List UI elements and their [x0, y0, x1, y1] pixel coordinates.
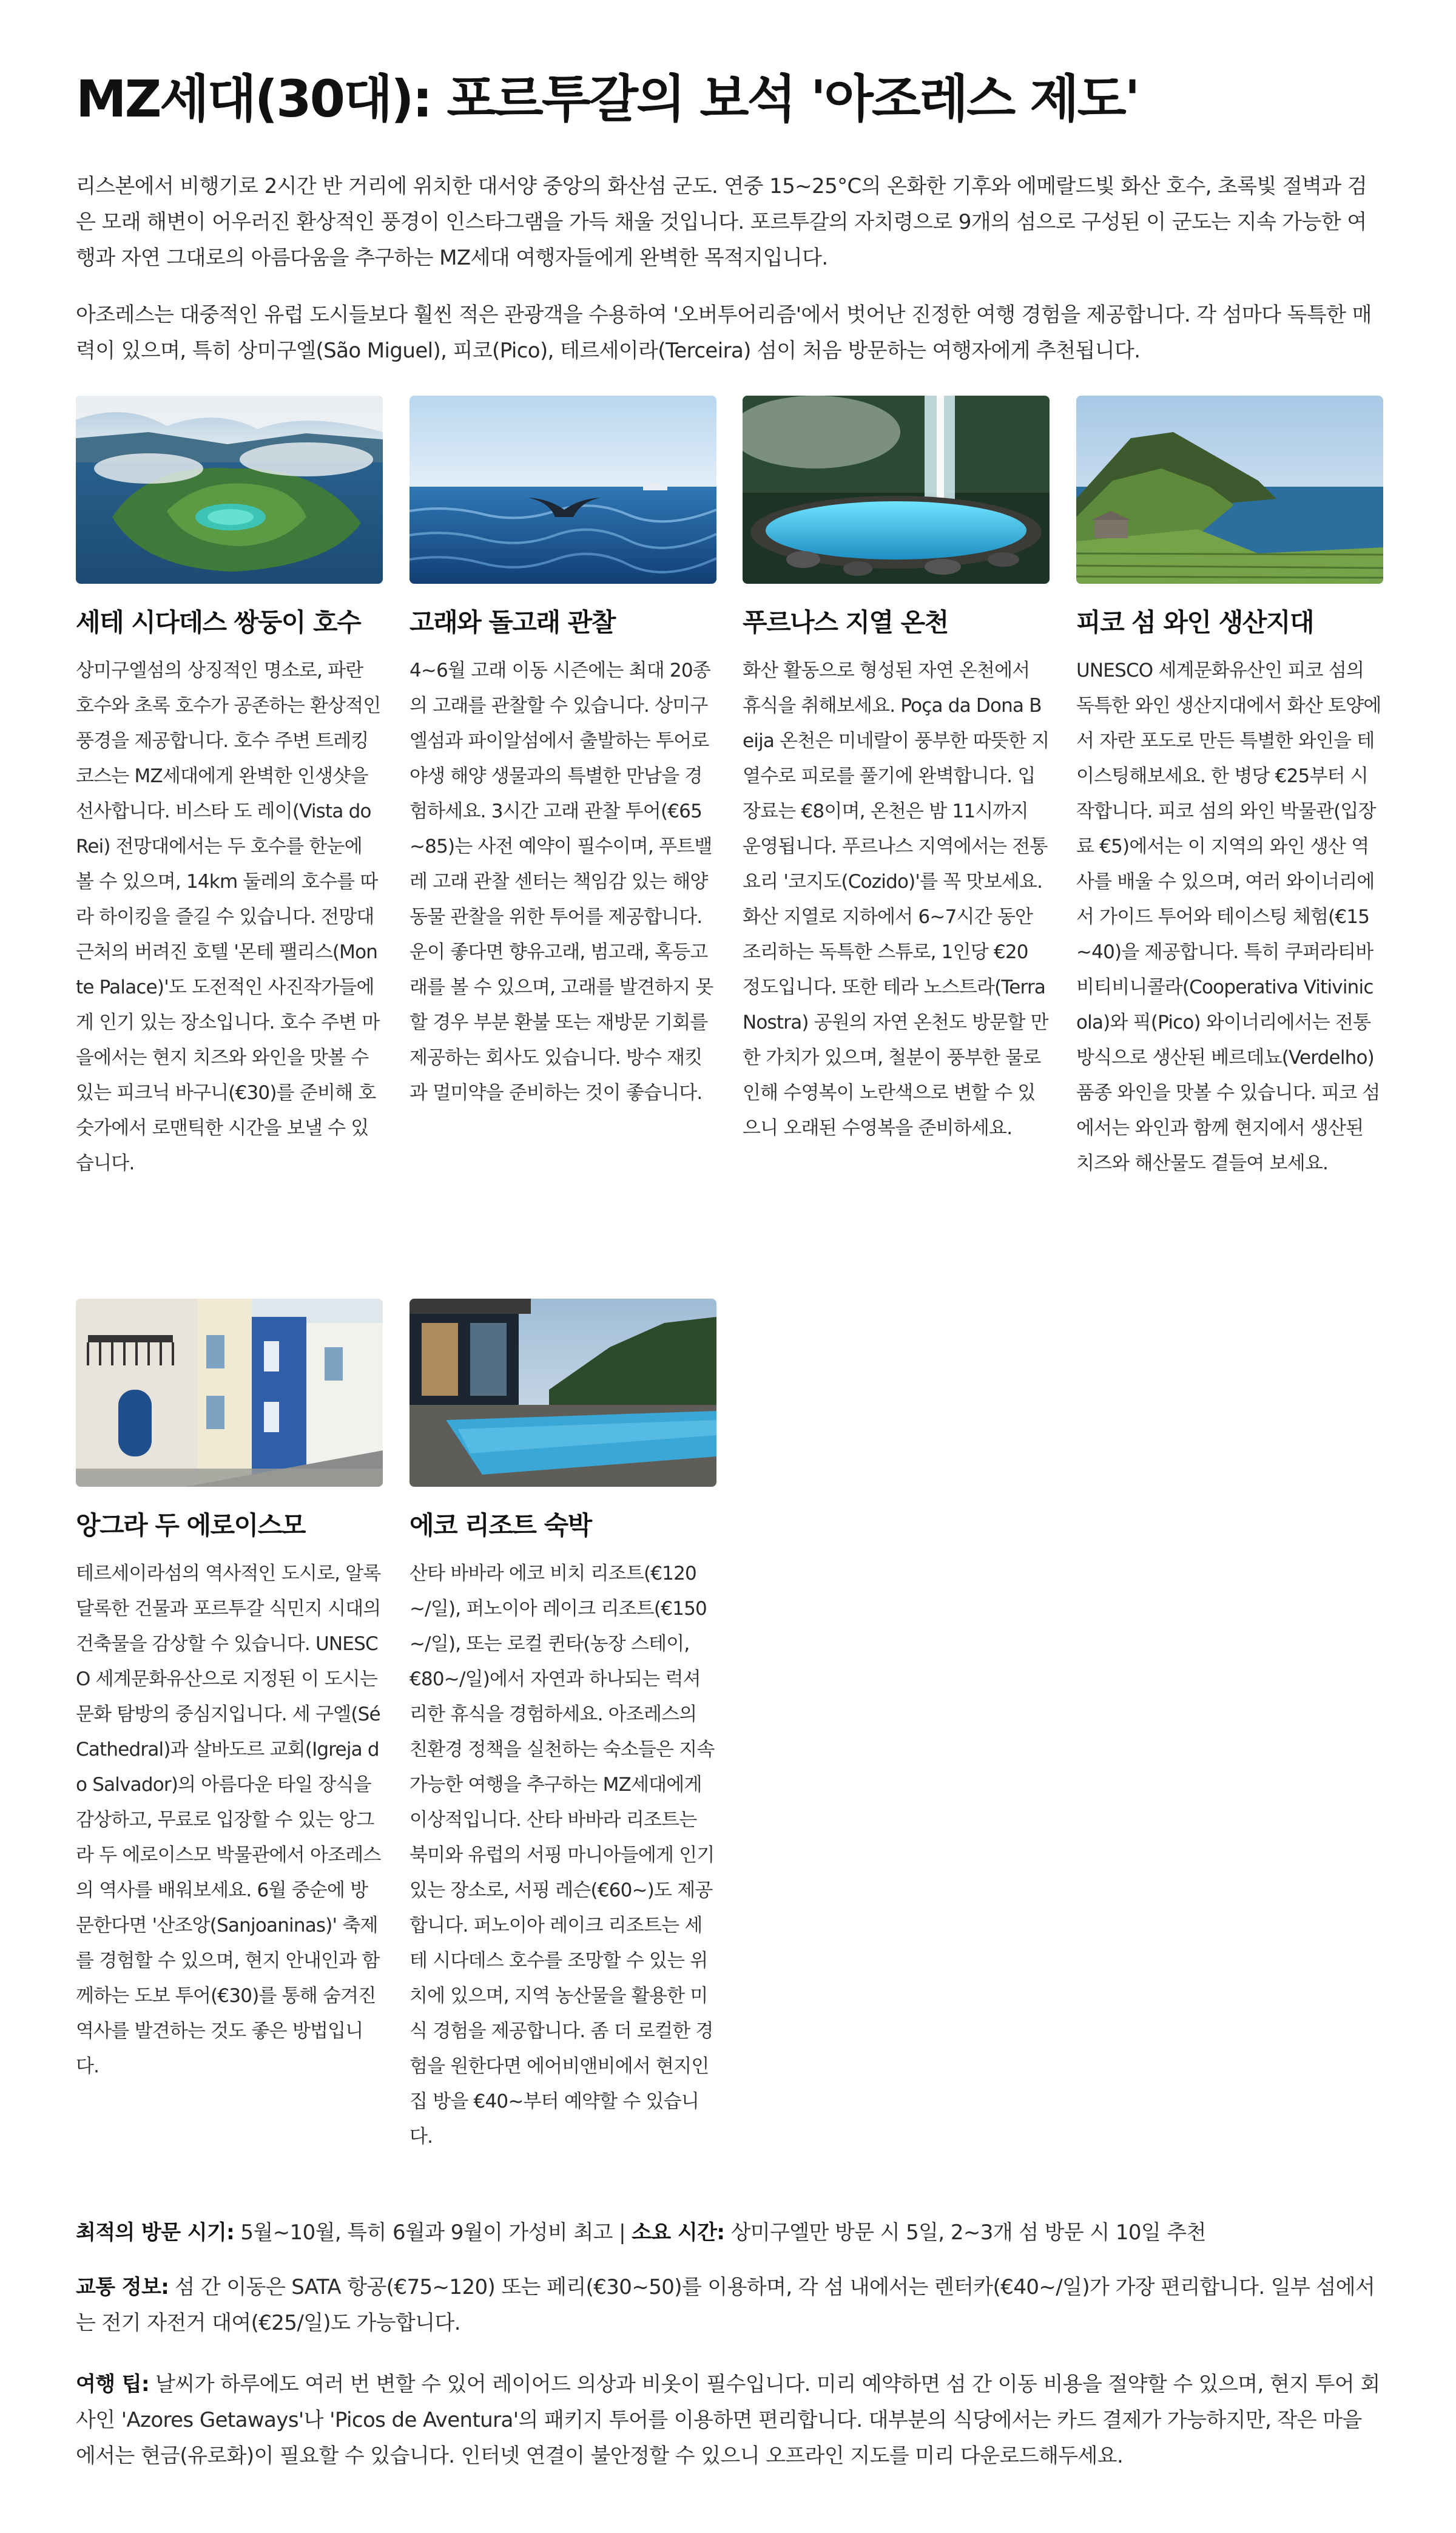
best-time-text: 5월~10월, 특히 6월과 9월이 가성비 최고 | [234, 2220, 632, 2245]
duration-text: 상미구엘만 방문 시 5일, 2~3개 섬 방문 시 10일 추천 [724, 2220, 1206, 2245]
transport-text: 섬 간 이동은 SATA 항공(€75~120) 또는 페리(€30~50)를 이용하며, 각 섬 내에서는 렌터카(€40~/일)가 가장 편리합니다. 일부 섬에서는 전기 자전거 대여(€25/일)도 가능합니다. [76, 2275, 1375, 2335]
tips-text: 날씨가 하루에도 여러 번 변할 수 있어 레이어드 의상과 비옷이 필수입니다. 미리 예약하면 섬 간 이동 비용을 절약할 수 있으며, 현지 투어 회사인 'Azores Getaways'나 'Picos de Aventura'의 패키지 투어를 이용하면 편리합니다. 대부분의 식당에서는 카드 결제가 가능하지만, 작은 마을에서는 현금(유로화)이 필요할 수 있습니다. 인터넷 연결이 불안정할 수 있으니 오프라인 지도를 미리 다운로드해두세요. [76, 2372, 1380, 2468]
pico-vineyard-image [1076, 396, 1383, 584]
duration-label: 소요 시간: [632, 2220, 725, 2245]
transport-label: 교통 정보: [76, 2275, 169, 2299]
card-title: 고래와 돌고래 관찰 [410, 607, 615, 637]
visit-info [76, 2215, 1380, 2251]
hot-spring-image [743, 396, 1050, 584]
card-description: 산타 바바라 에코 비치 리조트(€120~/일), 퍼노이아 레이크 리조트(€150~/일), 또는 로컬 퀸타(농장 스테이, €80~/일)에서 자연과 하나되는 럭셔리한 휴식을 경험하세요. 아조레스의 친환경 정책을 실천하는 숙소들은 지속 가능한 여행을 추구하는 MZ세대에게 이상적입니다. 산타 바바라 리조트는 북미와 유럽의 서핑 마니아들에게 인기 있는 장소로, 서핑 레슨(€60~)도 제공합니다. 퍼노이아 레이크 리조트는 세테 시다데스 호수를 조망할 수 있는 위치에 있으며, 지역 농산물을 활용한 미식 경험을 제공합니다. 좀 더 로컬한 경험을 원한다면 에어비앤비에서 현지인 집 방을 €40~부터 예약할 수 있습니다. [410, 1563, 715, 2148]
sete-cidades-lake-image [76, 396, 383, 584]
transport-info [76, 2270, 1380, 2341]
card-description: 4~6월 고래 이동 시즌에는 최대 20종의 고래를 관찰할 수 있습니다. 상미구엘섬과 파이알섬에서 출발하는 투어로 야생 해양 생물과의 특별한 만남을 경험하세요. 3시간 고래 관찰 투어(€65~85)는 사전 예약이 필수이며, 푸트밸레 고래 관찰 센터는 책임감 있는 해양 동물 관찰을 위한 투어를 제공합니다. 운이 좋다면 향유고래, 범고래, 혹등고래를 볼 수 있으며, 고래를 발견하지 못할 경우 부분 환불 또는 재방문 기회를 제공하는 회사도 있습니다. 방수 재킷과 멀미약을 준비하는 것이 좋습니다. [410, 660, 713, 1104]
card-title: 앙그라 두 에로이스모 [76, 1510, 305, 1540]
best-time-label: 최적의 방문 시기: [76, 2220, 235, 2245]
travel-tips [76, 2367, 1380, 2474]
card-description: 상미구엘섬의 상징적인 명소로, 파란 호수와 초록 호수가 공존하는 환상적인 풍경을 제공합니다. 호수 주변 트레킹 코스는 MZ세대에게 완벽한 인생샷을 선사합니다. 비스타 도 레이(Vista do Rei) 전망대에서는 두 호수를 한눈에 볼 수 있으며, 14km 둘레의 호수를 따라 하이킹을 즐길 수 있습니다. 전망대 근처의 버려진 호텔 '몬테 팰리스(Monte Palace)'도 도전적인 사진작가들에게 인기 있는 장소입니다. 호수 주변 마을에서는 현지 치즈와 와인을 맛볼 수 있는 피크닉 바구니(€30)를 준비해 호숫가에서 로맨틱한 시간을 보낼 수 있습니다. [76, 660, 381, 1174]
card-title: 세테 시다데스 쌍둥이 호수 [76, 607, 361, 637]
attraction-card [410, 1299, 716, 2154]
card-description: 테르세이라섬의 역사적인 도시로, 알록달록한 건물과 포르투갈 식민지 시대의 건축물을 감상할 수 있습니다. UNESCO 세계문화유산으로 지정된 이 도시는 문화 탐방의 중심지입니다. 세 구엘(Sé Cathedral)과 살바도르 교회(Igreja do Salvador)의 아름다운 타일 장식을 감상하고, 무료로 입장할 수 있는 앙그라 두 에로이스모 박물관에서 아조레스의 역사를 배워보세요. 6월 중순에 방문한다면 '산조앙(Sanjoaninas)' 축제를 경험할 수 있으며, 현지 안내인과 함께하는 도보 투어(€30)를 통해 숨겨진 역사를 발견하는 것도 좋은 방법입니다. [76, 1563, 381, 2077]
intro-paragraph: 아조레스는 대중적인 유럽 도시들보다 훨씬 적은 관광객을 수용하여 '오버투어리즘'에서 벗어난 진정한 여행 경험을 제공합니다. 각 섬마다 독특한 매력이 있으며, 특히 상미구엘(São Miguel), 피코(Pico), 테르세이라(Terceira) 섬이 처음 방문하는 여행자에게 추천됩니다. [76, 303, 1372, 363]
attraction-card [1076, 396, 1383, 1181]
attraction-card [743, 396, 1050, 1146]
angra-street-image [76, 1299, 383, 1487]
page-title: MZ세대(30대): 포르투갈의 보석 '아조레스 제도' [76, 69, 1139, 129]
card-description: UNESCO 세계문화유산인 피코 섬의 독특한 와인 생산지대에서 화산 토양에서 자란 포도로 만든 특별한 와인을 테이스팅해보세요. 한 병당 €25부터 시작합니다. 피코 섬의 와인 박물관(입장료 €5)에서는 이 지역의 와인 생산 역사를 배울 수 있으며, 여러 와이너리에서 가이드 투어와 테이스팅 체험(€15~40)을 제공합니다. 특히 쿠퍼라티바 비티비니콜라(Cooperativa Vitivinicola)와 픽(Pico) 와이너리에서는 전통 방식으로 생산된 베르데뇨(Verdelho) 품종 와인을 맛볼 수 있습니다. 피코 섬에서는 와인과 함께 현지에서 생산된 치즈와 해산물도 곁들여 보세요. [1076, 660, 1381, 1174]
attraction-card [76, 396, 383, 1181]
card-title: 피코 섬 와인 생산지대 [1076, 607, 1314, 637]
card-title: 에코 리조트 숙박 [410, 1510, 592, 1540]
intro-paragraph: 리스본에서 비행기로 2시간 반 거리에 위치한 대서양 중앙의 화산섬 군도. 연중 15~25°C의 온화한 기후와 에메랄드빛 화산 호수, 초록빛 절벽과 검은 모래 해변이 어우러진 환상적인 풍경이 인스타그램을 가득 채울 것입니다. 포르투갈의 자치령으로 9개의 섬으로 구성된 이 군도는 지속 가능한 여행과 자연 그대로의 아름다움을 추구하는 MZ세대 여행자들에게 완벽한 목적지입니다. [76, 174, 1367, 270]
card-description: 화산 활동으로 형성된 자연 온천에서 휴식을 취해보세요. Poça da Dona Beija 온천은 미네랄이 풍부한 따뜻한 지열수로 피로를 풀기에 완벽합니다. 입장료는 €8이며, 온천은 밤 11시까지 운영됩니다. 푸르나스 지역에서는 전통 요리 '코지도(Cozido)'를 꼭 맛보세요. 화산 지열로 지하에서 6~7시간 동안 조리하는 독특한 스튜로, 1인당 €20 정도입니다. 또한 테라 노스트라(Terra Nostra) 공원의 자연 온천도 방문할 만한 가치가 있으며, 철분이 풍부한 물로 인해 수영복이 노란색으로 변할 수 있으니 오래된 수영복을 준비하세요. [743, 660, 1050, 1139]
card-title: 푸르나스 지열 온천 [743, 607, 948, 637]
whale-tail-image [410, 396, 716, 584]
eco-resort-image [410, 1299, 716, 1487]
attraction-card [76, 1299, 383, 2084]
attraction-card [410, 396, 716, 1111]
tips-label: 여행 팁: [76, 2372, 149, 2396]
